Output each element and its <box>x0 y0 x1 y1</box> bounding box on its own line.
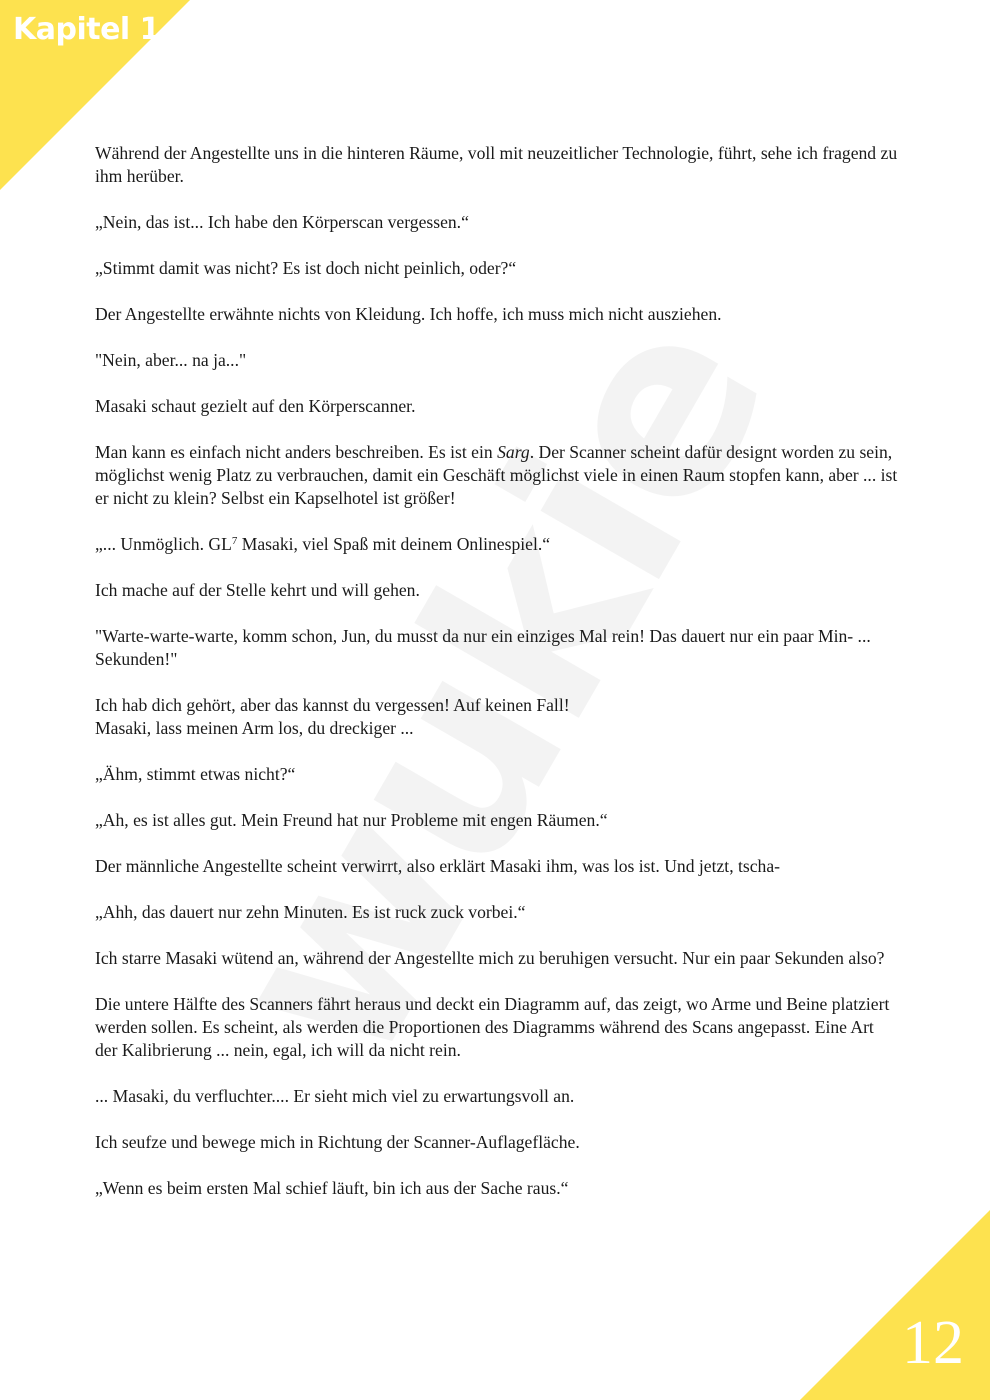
text-run: . Der Scanner scheint dafür designt worden zu sein, möglichst wenig Platz zu verbrauchen, damit ein Geschäft möglichst viele in einen Raum stopfen kann, aber ... ist er nicht zu klein? Selbst ein Kapselhotel ist größer! <box>95 442 898 508</box>
paragraph: „Nein, das ist... Ich habe den Körperscan vergessen.“ <box>95 212 469 232</box>
emphasis-text: Sarg <box>497 442 530 462</box>
paragraph: Ich seufze und bewege mich in Richtung der Scanner-Auflagefläche. <box>95 1132 580 1152</box>
paragraph <box>95 694 900 740</box>
page-number: 12 <box>902 1309 964 1377</box>
paragraph: Ich starre Masaki wütend an, während der Angestellte mich zu beruhigen versucht. Nur ein paar Sekunden also? <box>95 948 885 968</box>
text-run: Man kann es einfach nicht anders beschreiben. Es ist ein <box>95 442 498 462</box>
paragraph: "Nein, aber... na ja..." <box>95 350 247 370</box>
paragraph: „Ahh, das dauert nur zehn Minuten. Es ist ruck zuck vorbei.“ <box>95 902 526 922</box>
paragraph: „Wenn es beim ersten Mal schief läuft, bin ich aus der Sache raus.“ <box>95 1178 569 1198</box>
text-line: Masaki, lass meinen Arm los, du dreckiger ... <box>95 718 414 738</box>
paragraph: ... Masaki, du verfluchter.... Er sieht mich viel zu erwartungsvoll an. <box>95 1086 575 1106</box>
paragraph: Der Angestellte erwähnte nichts von Kleidung. Ich hoffe, ich muss mich nicht ausziehen. <box>95 304 722 324</box>
text-run: Masaki, viel Spaß mit deinem Onlinespiel.“ <box>237 534 551 554</box>
paragraph: Die untere Hälfte des Scanners fährt heraus und deckt ein Diagramm auf, das zeigt, wo Arme und Beine platziert werden sollen. Es scheint, als werden die Proportionen des Diagramms während des Scans angepasst. Eine Art der Kalibrierung ... nein, egal, ich will da nicht rein. <box>95 994 890 1060</box>
paragraph <box>95 533 900 556</box>
paragraph: „Ähm, stimmt etwas nicht?“ <box>95 764 296 784</box>
paragraph: „Stimmt damit was nicht? Es ist doch nicht peinlich, oder?“ <box>95 258 517 278</box>
chapter-label: Kapitel 1 <box>13 12 161 47</box>
paragraph: Masaki schaut gezielt auf den Körperscanner. <box>95 396 416 416</box>
story-text <box>95 142 900 1223</box>
paragraph: „Ah, es ist alles gut. Mein Freund hat nur Probleme mit engen Räumen.“ <box>95 810 608 830</box>
paragraph: Während der Angestellte uns in die hinteren Räume, voll mit neuzeitlicher Technologie, führt, sehe ich fragend zu ihm herüber. <box>95 143 898 186</box>
paragraph: Der männliche Angestellte scheint verwirrt, also erklärt Masaki ihm, was los ist. Und jetzt, tscha- <box>95 856 780 876</box>
text-run: „... Unmöglich. GL <box>95 534 232 554</box>
paragraph: Ich mache auf der Stelle kehrt und will gehen. <box>95 580 420 600</box>
paragraph: "Warte-warte-warte, komm schon, Jun, du musst da nur ein einziges Mal rein! Das dauert nur ein paar Min- ... Sekunden!" <box>95 626 871 669</box>
footnote-marker: 7 <box>231 535 238 547</box>
paragraph <box>95 441 900 510</box>
text-line: Ich hab dich gehört, aber das kannst du vergessen! Auf keinen Fall! <box>95 695 570 715</box>
